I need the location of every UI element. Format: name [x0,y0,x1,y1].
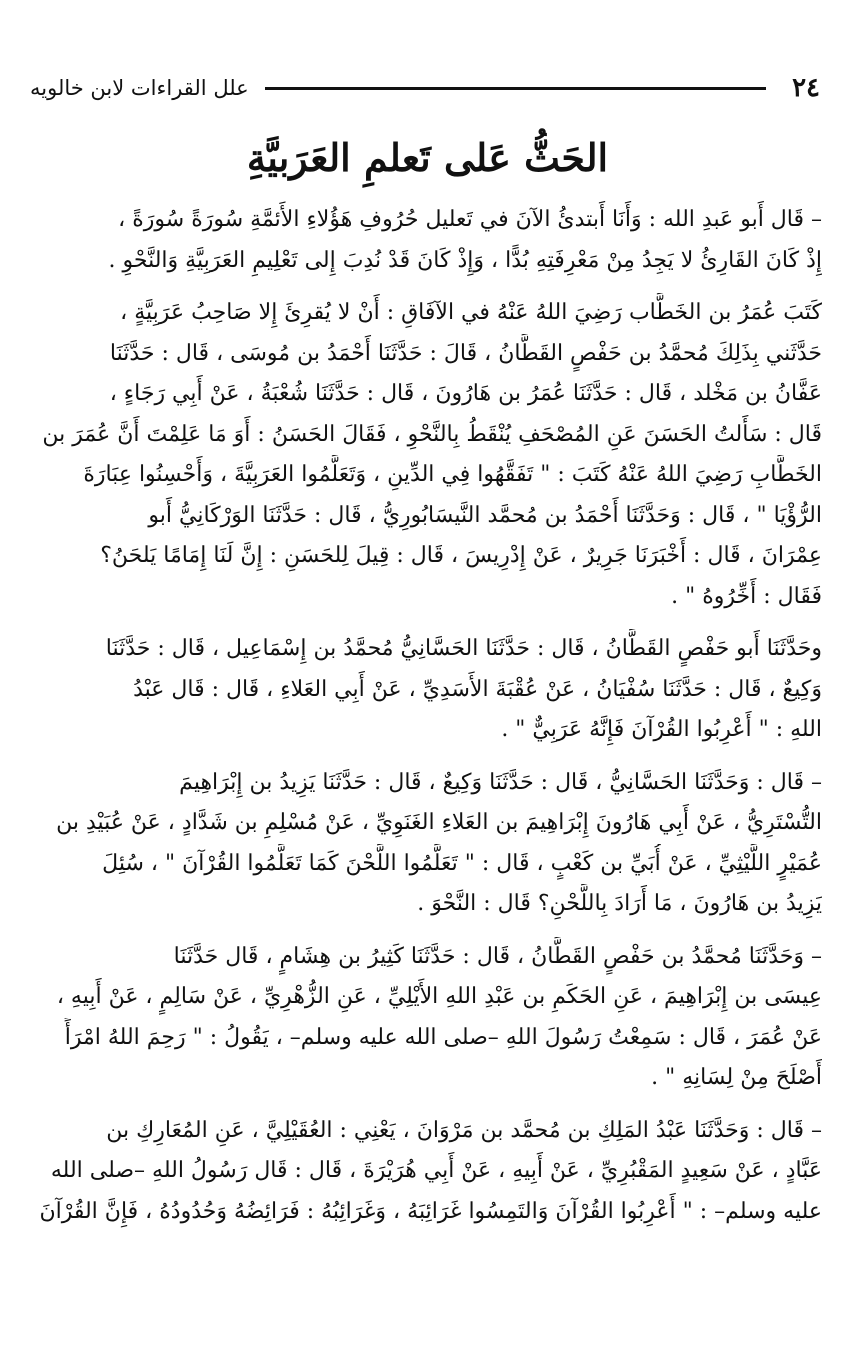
page-number: ٢٤ [792,73,820,103]
text-line: إِذْ كَانَ القَارِئُ لا يَجِدُ مِنْ مَعْرِفَتِهِ بُدًّا ، وَإِذْ كَانَ قَدْ نُدِبَ إِلى تَعْلِيمِ العَرَبِيَّةِ وَالنَّحْوِ . [108,247,822,273]
text-line: عليه وسلم– : " أَعْرِبُوا القُرْآنَ وَالتَمِسُوا غَرَائِبَهُ ، وَغَرَائِبُهُ : فَرَائِضُهُ وَحُدُودُهُ ، فَإِنَّ القُرْآنَ [39,1198,822,1224]
text-line: الخَطَّابِ رَضِيَ اللهُ عَنْهُ كَتَبَ : " تَفَقَّهُوا فِي الدِّينِ ، وَتَعَلَّمُوا العَرَبِيَّةَ ، وَأَحْسِنُوا عِبَارَةَ [83,462,822,487]
text-line: أَصْلَحَ مِنْ لِسَانِهِ " . [651,1065,822,1090]
text-line: عَنْ عُمَرَ ، قَال : سَمِعْتُ رَسُولَ اللهِ –صلى الله عليه وسلم– ، يَقُولُ : " رَحِمَ اللهُ امْرَأً [64,1024,822,1050]
body-text [32,200,822,1244]
text-line: فَقَال : أَخِّرُوهُ " . [671,583,822,609]
paragraph-2 [32,293,822,617]
text-line: حَدَّثَني بِذَلِكَ مُحمَّدُ بن حَفْصٍ القَطَّانُ ، قَالَ : حَدَّثَنَا أَحْمَدُ بن مُوسَى ، قَال : حَدَّثَنَا [109,340,822,366]
book-title: علل القراءات لابن خالويه [30,76,249,100]
text-line: يَزِيدُ بن هَارُونَ ، مَا أَرَادَ بِاللَّحْنِ؟ قَال : النَّحْوَ . [417,891,822,916]
paragraph-3 [32,629,822,751]
text-line: الرُّؤْيَا " ، قَال : وَحَدَّثَنَا أَحْمَدُ بن مُحمَّد النَّيسَابُورِيُّ ، قَال : حَدَّثَنَا الوَرْكَانِيُّ أَبو [148,502,822,528]
header-rule [265,87,766,90]
paragraph-6 [32,1111,822,1233]
text-line: عُمَيْرٍ اللَّيْثِيِّ ، عَنْ أُبَيِّ بن كَعْبٍ ، قَال : " تَعَلَّمُوا اللَّحْنَ كَمَا تَعَلَّمُوا القُرْآنَ " ، سُئِلَ [102,850,822,876]
text-line: – قَال أَبو عَبدِ الله : وَأَنَا أَبتدئُ الآنَ في تَعليل حُرُوفِ هَؤُلاءِ الأَئمَّةِ سُورَةً سُورَةً ، [118,207,822,232]
text-line: – قَال : وَحَدَّثَنَا عَبْدُ المَلِكِ بن مُحمَّد بن مَرْوَانَ ، يَعْنِي : العُقَيْلِيَّ ، عَنِ المُعَارِكِ بن [106,1117,822,1143]
text-line: اللهِ : " أَعْرِبُوا القُرْآنَ فَإِنَّهُ عَرَبِيٌّ " . [501,717,822,742]
text-line: – وَحَدَّثَنَا مُحمَّدُ بن حَفْصٍ القَطَّانُ ، قَال : حَدَّثَنَا كَثِيرُ بن هِشَامٍ ، قَال حَدَّثَنَا [173,943,822,969]
paragraph-1 [32,200,822,281]
text-line: عِيسَى بن إِبْرَاهِيمَ ، عَنِ الحَكَمِ بن عَبْدِ اللهِ الأَيْلِيِّ ، عَنِ الزُّهْرِيِّ ، عَنْ سَالِمٍ ، عَنْ أَبِيهِ ، [56,984,822,1009]
text-line: عَفَّانُ بن مَخْلد ، قَال : حَدَّثَنَا عُمَرُ بن هَارُونَ ، قَال : حَدَّثَنَا شُعْبَةُ ، عَنْ أَبِي رَجَاءٍ ، [109,381,822,406]
text-line: عِمْرَانَ ، قَال : أَخْبَرَنَا جَرِيرٌ ، عَنْ إِدْرِيسَ ، قَال : قِيلَ لِلحَسَنِ : إِنَّ لَنَا إِمَامًا يَلحَنُ؟ [100,543,822,568]
text-line: التُّسْتَرِيُّ ، عَنْ أَبِي هَارُونَ إِبْرَاهِيمَ بن العَلاءِ الغَنَوِيِّ ، عَنْ مُسْلِمِ بن شَدَّادٍ ، عَنْ عُبَيْدِ بن [56,810,822,835]
text-line: – قَال : وَحَدَّثَنَا الحَسَّانِيُّ ، قَال : حَدَّثَنَا وَكِيعٌ ، قَال : حَدَّثَنَا يَزِيدُ بن إِبْرَاهِيمَ [179,769,822,795]
text-line: وَكِيعٌ ، قَال : حَدَّثَنَا سُفْيَانُ ، عَنْ عُقْبَةَ الأَسَدِيِّ ، عَنْ أَبِي العَلاءِ ، قَال : قَال عَبْدُ [133,676,822,702]
text-line: عَبَّادٍ ، عَنْ سَعِيدٍ المَقْبُرِيِّ ، عَنْ أَبِيهِ ، عَنْ أَبِي هُرَيْرَةَ ، قَال : قَال رَسُولُ اللهِ –صلى الله [50,1158,822,1183]
text-line: كَتَبَ عُمَرُ بن الخَطَّاب رَضِيَ اللهُ عَنْهُ في الآفَاقِ : أَنْ لا يُقرِئَ إِلا صَاحِبُ عَرَبِيَّةٍ ، [120,300,822,325]
text-line: قَال : سَأَلتُ الحَسَنَ عَنِ المُصْحَفِ يُنْقَطُ بِالنَّحْوِ ، فَقَالَ الحَسَنُ : أَوَ مَا عَلِمْتَ أَنَّ عُمَرَ بن [42,421,822,447]
chapter-title: الحَثُّ عَلى تَعلمِ العَرَبيَّةِ [246,135,609,180]
running-header [30,70,820,106]
text-line: وحَدَّثَنَا أَبو حَفْصٍ القَطَّانُ ، قَال : حَدَّثَنَا الحَسَّانِيُّ مُحمَّدُ بن إِسْمَاعِيل ، قَال : حَدَّثَنَا [105,636,822,661]
paragraph-4 [32,763,822,925]
paragraph-5 [32,937,822,1099]
